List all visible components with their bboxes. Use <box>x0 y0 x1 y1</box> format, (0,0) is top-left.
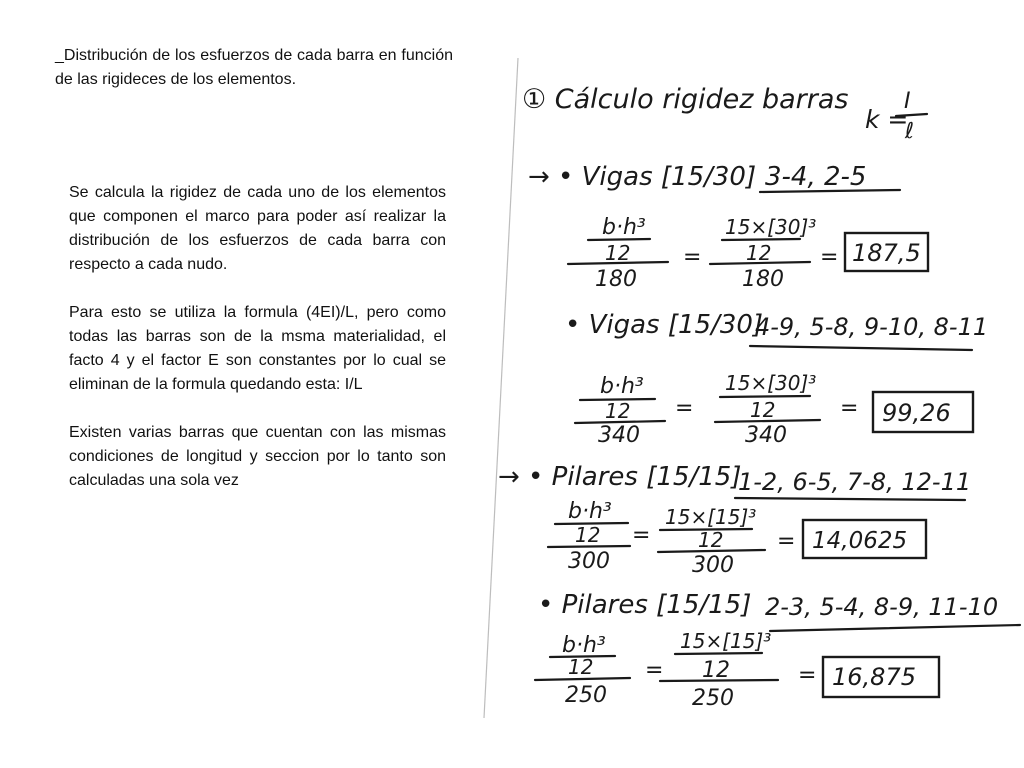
page-edge-line <box>484 58 518 718</box>
frac2-length: 180 <box>742 267 784 292</box>
frac1-twelve: 12 <box>575 523 601 547</box>
frac2-length: 300 <box>692 553 734 578</box>
formula-denominator: ℓ <box>905 119 915 144</box>
frac2-twelve: 12 <box>746 241 772 265</box>
frac1-numerator: b·h³ <box>600 374 644 399</box>
formula-k: k = <box>865 105 909 134</box>
frac1-numerator: b·h³ <box>602 215 646 240</box>
handwritten-notes-image <box>480 40 1024 730</box>
frac2-numerator: 15×[30]³ <box>725 215 817 239</box>
frac1-length: 250 <box>565 683 607 708</box>
equals-sign: = <box>820 245 839 270</box>
frac2-numerator: 15×[30]³ <box>725 371 817 395</box>
notes-heading: ① Cálculo rigidez barras <box>522 84 849 115</box>
section-bullet: • Pilares [15/15] <box>538 590 752 620</box>
frac2-twelve: 12 <box>702 658 730 683</box>
frac2-bar-top <box>720 396 810 397</box>
section-bullet: → • Pilares [15/15] <box>498 462 742 492</box>
frac1-bar-main <box>535 678 630 680</box>
frac2-twelve: 12 <box>698 528 724 552</box>
formula-numerator: I <box>904 89 911 114</box>
section-vigas-1 <box>528 162 928 292</box>
frac1-length: 180 <box>595 267 637 292</box>
frac1-bar-top <box>588 239 650 240</box>
frac2-bar-top <box>675 653 762 654</box>
paragraph-intro: Se calcula la rigidez de cada uno de los elementos que componen el marco para poder así realizar la distribución de los esfuerzos de cada barra con respecto a cada nudo. <box>69 184 446 273</box>
result-value: 14,0625 <box>812 528 908 554</box>
section-bars: 3-4, 2-5 <box>765 162 867 192</box>
frac2-bar-top <box>722 239 800 240</box>
frac2-numerator: 15×[15]³ <box>680 629 772 653</box>
slide-title: _Distribución de los esfuerzos de cada barra en función de las rigideces de los elementos. <box>55 47 453 88</box>
section-bars: 4-9, 5-8, 9-10, 8-11 <box>755 313 989 341</box>
frac2-bar-main <box>710 262 810 264</box>
frac2-length: 250 <box>692 686 734 711</box>
bars-underline <box>735 498 965 500</box>
equals-sign: = <box>645 658 664 683</box>
frac1-twelve: 12 <box>605 241 631 265</box>
frac1-numerator: b·h³ <box>562 633 606 658</box>
equals-sign: = <box>632 523 651 548</box>
result-value: 99,26 <box>882 399 951 427</box>
frac1-bar-main <box>548 546 630 547</box>
frac2-length: 340 <box>745 423 787 448</box>
equals-sign: = <box>777 529 796 554</box>
frac1-length: 340 <box>598 423 640 448</box>
equals-sign: = <box>840 396 859 421</box>
equals-sign: = <box>683 245 702 270</box>
section-pilares-1 <box>498 462 971 578</box>
frac1-length: 300 <box>568 549 610 574</box>
frac2-numerator: 15×[15]³ <box>665 505 757 529</box>
section-bars: 2-3, 5-4, 8-9, 11-10 <box>765 593 999 621</box>
equals-sign: = <box>798 663 817 688</box>
frac2-bar-main <box>658 550 765 552</box>
frac1-bar-main <box>568 262 668 264</box>
frac1-numerator: b·h³ <box>568 499 612 524</box>
paragraph-repeated-bars: Existen varias barras que cuentan con las mismas condiciones de longitud y seccion por lo tanto son calculadas una sola vez <box>69 424 446 489</box>
section-vigas-2 <box>565 310 988 448</box>
section-bars: 1-2, 6-5, 7-8, 12-11 <box>738 468 972 496</box>
section-bullet: → • Vigas [15/30] <box>528 162 757 192</box>
frac1-twelve: 12 <box>605 399 631 423</box>
explanation-text <box>69 181 446 517</box>
bars-underline <box>750 346 972 350</box>
frac2-bar-main <box>660 680 778 681</box>
equals-sign: = <box>675 396 694 421</box>
frac2-twelve: 12 <box>750 398 776 422</box>
frac2-bar-main <box>715 420 820 422</box>
result-value: 16,875 <box>832 663 916 691</box>
section-pilares-2 <box>535 590 1020 711</box>
frac1-twelve: 12 <box>568 655 594 679</box>
paragraph-formula: Para esto se utiliza la formula (4EI)/L, pero como todas las barras son de la msma materialidad, el facto 4 y el factor E son constantes por lo cual se eliminan de la formula quedando esta: I/L <box>69 304 446 393</box>
section-bullet: • Vigas [15/30] <box>565 310 764 340</box>
result-value: 187,5 <box>852 239 921 267</box>
bars-underline <box>770 625 1020 631</box>
